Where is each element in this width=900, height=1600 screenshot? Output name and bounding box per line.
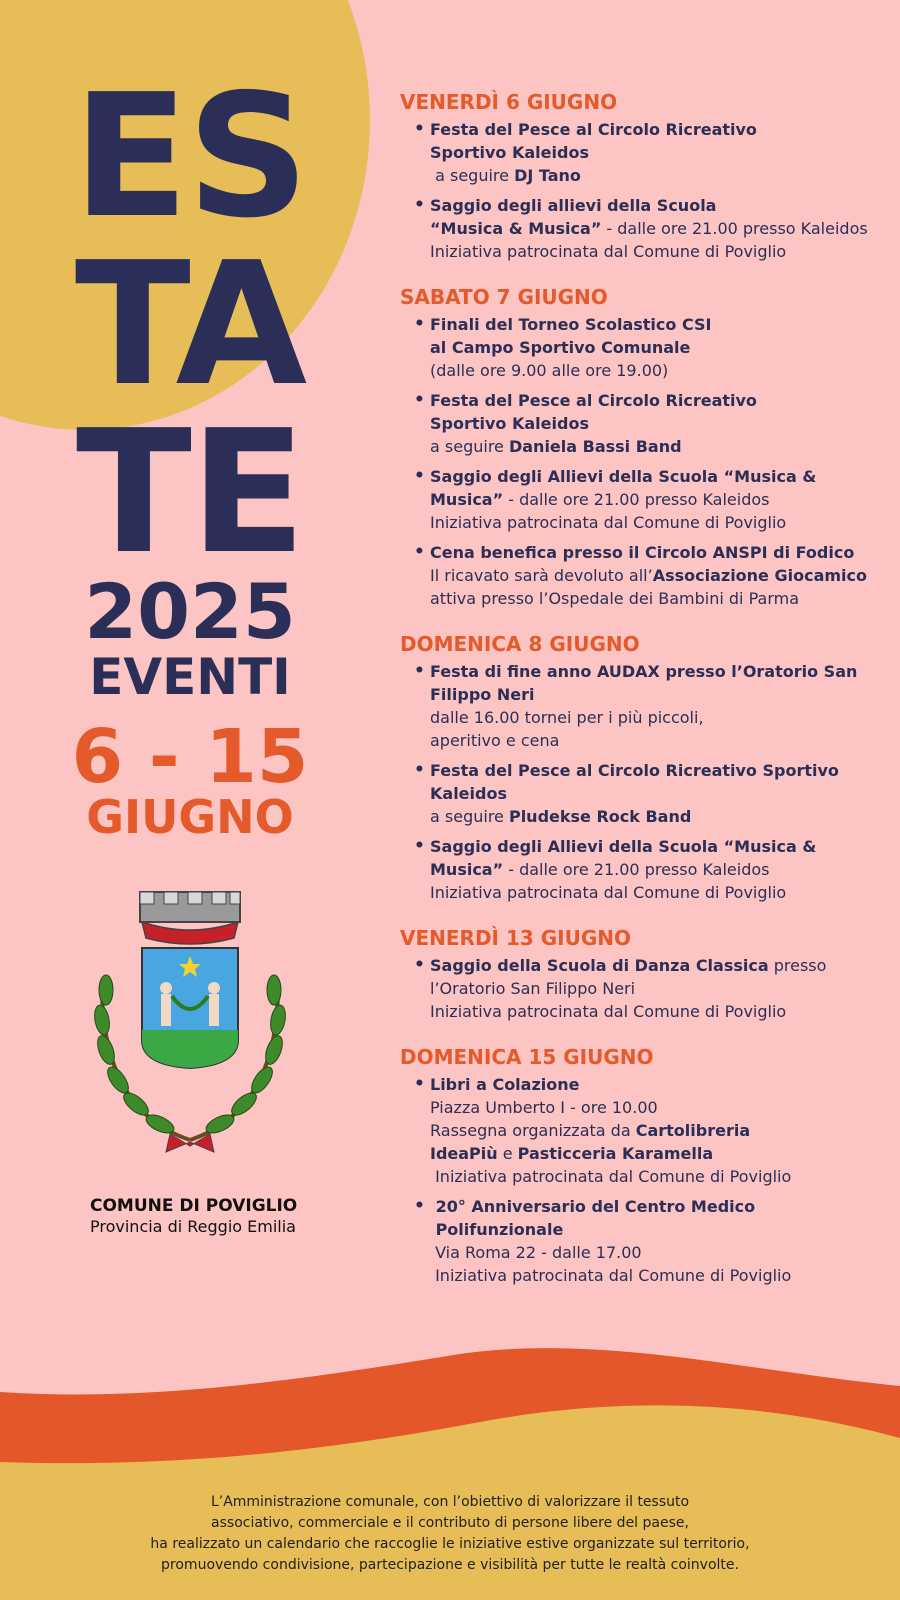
day-title: DOMENICA 8 GIUGNO [400,632,640,656]
coat-of-arms-icon [80,890,300,1170]
event-text: Il ricavato sarà devoluto all’ [430,566,653,585]
title-te: TE [75,394,305,592]
event-text: Iniziativa patrocinata dal Comune di Poviglio [430,1167,792,1186]
event-text: a seguire [430,807,509,826]
day-section [400,924,880,1023]
event-item [400,660,880,752]
day-title: DOMENICA 15 GIUGNO [400,1045,654,1069]
event-text: e [497,1144,518,1163]
event-text-bold: Finali del Torneo Scolastico CSI [430,315,712,334]
event-item [400,118,880,187]
event-line [430,706,880,729]
crown-icon [140,892,240,944]
footer-line: ha realizzato un calendario che raccoglie le iniziative estive organizzate sul territorio, [150,1536,750,1552]
event-line [430,240,880,263]
event-line [430,435,880,458]
day-section [400,1043,880,1287]
event-line [430,881,880,904]
event-text-bold: Saggio degli Allievi della Scuola “Musica & [430,467,817,486]
event-item [400,1073,880,1188]
event-line [430,511,880,534]
event-text-bold: Saggio degli allievi della Scuola [430,196,717,215]
event-line [430,1264,880,1287]
event-text: - dalle ore 21.00 presso Kaleidos [503,490,770,509]
event-text-bold: al Campo Sportivo Comunale [430,338,691,357]
event-text: Iniziativa patrocinata dal Comune di Poviglio [430,1266,792,1285]
event-text: Via Roma 22 - dalle 17.00 [430,1243,642,1262]
event-text-bold: “Musica & Musica” [430,219,602,238]
event-text-bold: IdeaPiù [430,1144,498,1163]
event-text: Iniziativa patrocinata dal Comune di Poviglio [430,242,787,261]
event-line [430,1073,880,1096]
event-text-bold: Festa del Pesce al Circolo Ricreativo [430,391,757,410]
title-month: GIUGNO [86,790,294,844]
event-item [400,194,880,263]
day-title: VENERDÌ 13 GIUGNO [400,926,631,950]
event-line [430,164,880,187]
day-title: SABATO 7 GIUGNO [400,285,608,309]
event-item [400,465,880,534]
event-text-bold: Saggio della Scuola di Danza Classica [430,956,769,975]
event-text-bold: Sportivo Kaleidos [430,143,589,162]
event-line [430,1096,880,1119]
event-text: dalle 16.00 tornei per i più piccoli, [430,708,704,727]
event-text-bold: Cartolibreria [635,1121,751,1140]
event-line [430,141,880,164]
event-text: Iniziativa patrocinata dal Comune di Poviglio [430,1002,787,1021]
title-dates: 6 - 15 [71,714,309,800]
comune-provincia: Provincia di Reggio Emilia [90,1217,296,1236]
event-line [430,1165,880,1188]
event-line [430,564,880,587]
event-item [400,835,880,904]
footer-line: associativo, commerciale e il contributo di persone libere del paese, [211,1515,689,1531]
event-text: l’Oratorio San Filippo Neri [430,979,636,998]
event-text-bold: Sportivo Kaleidos [430,414,589,433]
title-eventi: EVENTI [89,648,291,706]
events-list [400,88,880,1307]
event-text: Iniziativa patrocinata dal Comune di Poviglio [430,883,787,902]
day-title: VENERDÌ 6 GIUGNO [400,90,618,114]
event-line [430,1241,880,1264]
event-line [430,1218,880,1241]
event-item [400,541,880,610]
event-text: (dalle ore 9.00 alle ore 19.00) [430,361,669,380]
title-es: ES [72,58,308,256]
event-line [430,1142,880,1165]
event-text: Piazza Umberto I - ore 10.00 [430,1098,658,1117]
footer-line: L’Amministrazione comunale, con l’obiettivo di valorizzare il tessuto [210,1494,690,1510]
event-line [430,1195,880,1218]
event-line [430,1119,880,1142]
event-text: presso [768,956,827,975]
shield-icon [142,948,238,1068]
event-text-bold: Musica” [430,490,504,509]
comune-block [90,1195,350,1237]
event-text-bold: DJ Tano [514,166,581,185]
event-line [430,412,880,435]
event-text-bold: Libri a Colazione [430,1075,580,1094]
event-text-bold: Daniela Bassi Band [508,437,682,456]
event-text: aperitivo e cena [430,731,560,750]
event-text-bold: 20° Anniversario del Centro Medico [430,1197,756,1216]
event-text: a seguire [430,437,509,456]
event-text: a seguire [430,166,515,185]
event-line [430,194,880,217]
event-text: attiva presso l’Ospedale dei Bambini di Parma [430,589,800,608]
event-line [430,465,880,488]
event-text-bold: Festa di fine anno AUDAX presso l’Oratorio San [430,662,858,681]
event-text-bold: Pludekse Rock Band [508,807,692,826]
event-item [400,389,880,458]
event-text-bold: Festa del Pesce al Circolo Ricreativo [430,120,757,139]
footer-text [40,1492,860,1576]
event-line [430,488,880,511]
event-item [400,1195,880,1287]
event-item [400,954,880,1023]
event-text-bold: Filippo Neri [430,685,535,704]
event-text-bold: Saggio degli Allievi della Scuola “Musica & [430,837,817,856]
event-line [430,729,880,752]
event-text-bold: Musica” [430,860,504,879]
event-line [430,759,880,782]
event-line [430,977,880,1000]
event-text: Iniziativa patrocinata dal Comune di Poviglio [430,513,787,532]
event-text-bold: Festa del Pesce al Circolo Ricreativo Sportivo [430,761,839,780]
event-text-bold: Cena benefica presso il Circolo ANSPI di Fodico [430,543,855,562]
event-line [430,858,880,881]
event-line [430,359,880,382]
footer-line: promuovendo condivisione, partecipazione e visibilità per tutte le realtà coinvolte. [161,1557,739,1573]
day-section [400,630,880,904]
event-text-bold: Polifunzionale [430,1220,564,1239]
event-text: - dalle ore 21.00 presso Kaleidos [601,219,868,238]
event-line [430,1000,880,1023]
event-line [430,660,880,683]
title-year: 2025 [84,567,296,656]
day-section [400,88,880,263]
event-text: Rassegna organizzata da [430,1121,636,1140]
event-line [430,541,880,564]
event-line [430,313,880,336]
event-line [430,389,880,412]
event-text-bold: Pasticceria Karamella [517,1144,714,1163]
event-line [430,782,880,805]
event-line [430,835,880,858]
event-text: - dalle ore 21.00 presso Kaleidos [503,860,770,879]
event-text-bold: Associazione Giocamico [652,566,867,585]
event-line [430,954,880,977]
event-line [430,805,880,828]
event-text-bold: Kaleidos [430,784,507,803]
comune-name: COMUNE DI POVIGLIO [90,1196,298,1216]
event-line [430,587,880,610]
event-line [430,118,880,141]
title-ta: TA [74,226,306,424]
event-line [430,683,880,706]
event-item [400,759,880,828]
event-line [430,217,880,240]
event-item [400,313,880,382]
event-line [430,336,880,359]
day-section [400,283,880,610]
